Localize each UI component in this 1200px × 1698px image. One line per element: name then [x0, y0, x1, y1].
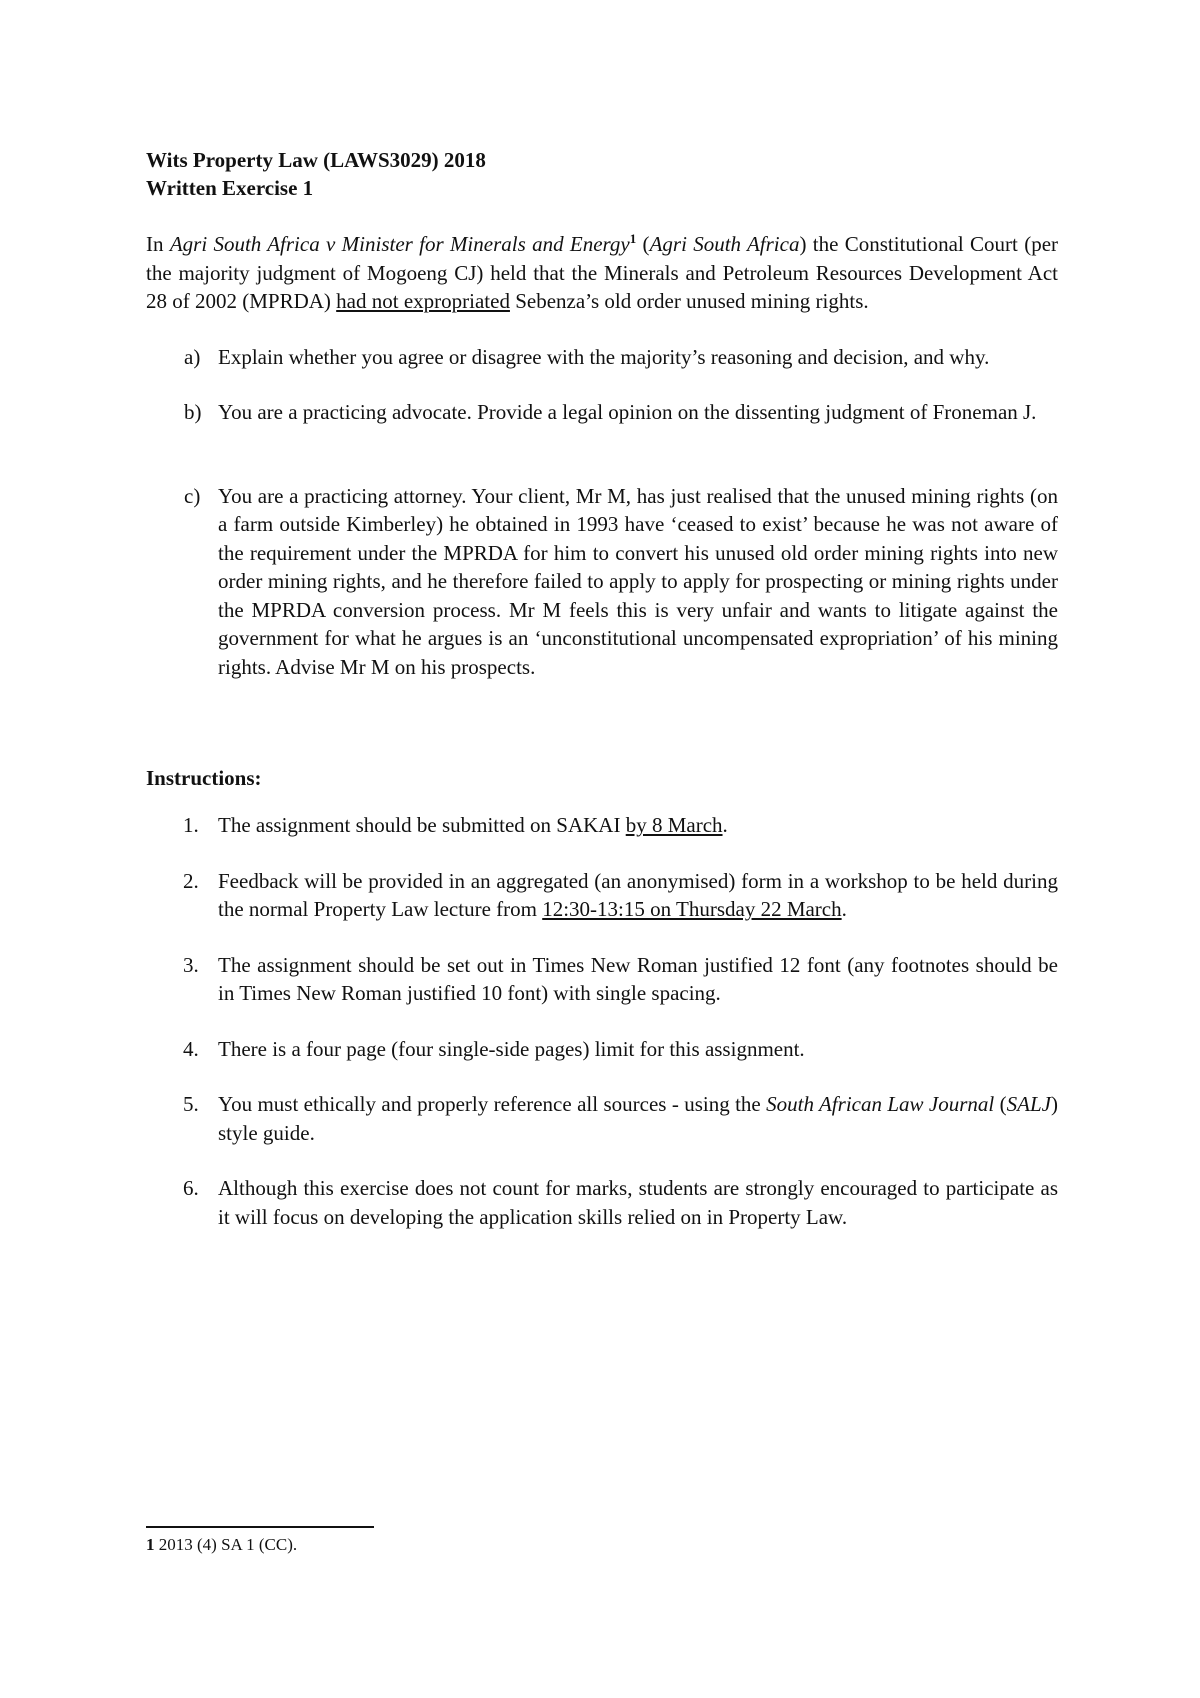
question-text: Explain whether you agree or disagree with the majority’s reasoning and decision, and why.: [218, 344, 990, 369]
footnote-reference: 1: [629, 231, 637, 246]
instructions-heading: Instructions:: [146, 766, 262, 790]
instruction-marker: 4.: [183, 1036, 199, 1061]
submission-deadline: by 8 March: [625, 813, 723, 837]
instruction-item-1: [146, 811, 1058, 840]
instruction-marker: 1.: [183, 813, 199, 837]
instruction-text: [218, 1090, 1058, 1147]
question-marker: a): [184, 344, 201, 369]
case-name: Agri South Africa v Minister for Minerals and Energy: [169, 232, 630, 256]
question-text: You are a practicing advocate. Provide a legal opinion on the dissenting judgment of Froneman J.: [218, 400, 1037, 424]
instruction-marker: 2.: [183, 868, 199, 893]
instruction-text-part: (: [994, 1092, 1007, 1116]
instruction-text-part: Feedback will be provided in an aggregated (an anonymised) form in a workshop to be held during the normal Property Law lecture from: [218, 868, 1058, 921]
intro-text-2: (: [636, 232, 650, 256]
question-b: [146, 398, 1058, 427]
instruction-item-3: [146, 951, 1058, 1008]
instruction-text: Although this exercise does not count for marks, students are strongly encouraged to participate as it will focus on developing the application skills relied on in Property Law.: [218, 1176, 1058, 1229]
workshop-time: 12:30-13:15 on Thursday 22 March: [542, 897, 842, 921]
instruction-marker: 3.: [183, 952, 199, 977]
instruction-text-part: You must ethically and properly reference all sources - using the: [218, 1092, 767, 1116]
instruction-text: [218, 811, 1058, 840]
journal-name: South African Law Journal: [766, 1092, 995, 1116]
instruction-text: [218, 867, 1058, 924]
question-text: You are a practicing attorney. Your client, Mr M, has just realised that the unused mining rights (on a farm outside Kimberley) he obtained in 1993 have ‘ceased to exist’ because he was not aware of the requirement under the MPRDA for him to convert his unused old order mining rights into new order mining rights, and he therefore failed to apply to apply for prospecting or mining rights under the MPRDA conversion process. Mr M feels this is very unfair and wants to litigate against the government for what he argues is an ‘unconstitutional uncompensated expropriation’ of his mining rights. Advise Mr M on his prospects.: [218, 483, 1058, 679]
footnote-separator: [146, 1526, 374, 1528]
title-line-1: Wits Property Law (LAWS3029) 2018: [146, 148, 486, 172]
instruction-item-6: [146, 1174, 1058, 1231]
question-c: [146, 482, 1058, 682]
document-page: [146, 146, 1058, 1231]
intro-paragraph: [146, 230, 1058, 316]
instruction-text-part: .: [841, 897, 847, 921]
title-line-2: Written Exercise 1: [146, 176, 314, 200]
document-title: [146, 146, 1058, 202]
footnote-text: 2013 (4) SA 1 (CC).: [154, 1535, 298, 1554]
journal-abbreviation: SALJ: [1006, 1092, 1051, 1116]
instruction-text-part: ) style guide.: [218, 1092, 1058, 1145]
instructions-list: [146, 811, 1058, 1231]
question-marker: c): [184, 483, 201, 508]
instruction-text: There is a four page (four single-side pages) limit for this assignment.: [218, 1036, 805, 1061]
instruction-text: The assignment should be set out in Times New Roman justified 12 font (any footnotes should be in Times New Roman justified 10 font) with single spacing.: [218, 952, 1058, 1005]
question-a: [146, 343, 1058, 372]
case-short-name: Agri South Africa: [649, 232, 800, 256]
footnote-number: 1: [146, 1535, 155, 1554]
instruction-item-5: [146, 1090, 1058, 1147]
instruction-marker: 6.: [183, 1176, 199, 1200]
intro-text-3: ) the Constitutional Court (per the majority judgment of Mogoeng CJ) held that the Minerals and Petroleum Resources Development Act 28 of 2002 (MPRDA): [146, 232, 1059, 313]
question-marker: b): [184, 400, 202, 424]
instruction-text-part: The assignment should be submitted on SAKAI: [218, 813, 626, 837]
intro-text-1: In: [146, 232, 170, 256]
question-list: [146, 343, 1058, 682]
intro-underlined-phrase: had not expropriated: [336, 289, 510, 313]
instruction-item-2: [146, 867, 1058, 924]
instruction-marker: 5.: [183, 1092, 199, 1116]
footnote: [146, 1534, 297, 1556]
instruction-text-part: .: [722, 813, 728, 837]
intro-text-4: Sebenza’s old order unused mining rights.: [509, 289, 869, 313]
instruction-item-4: [146, 1035, 1058, 1064]
